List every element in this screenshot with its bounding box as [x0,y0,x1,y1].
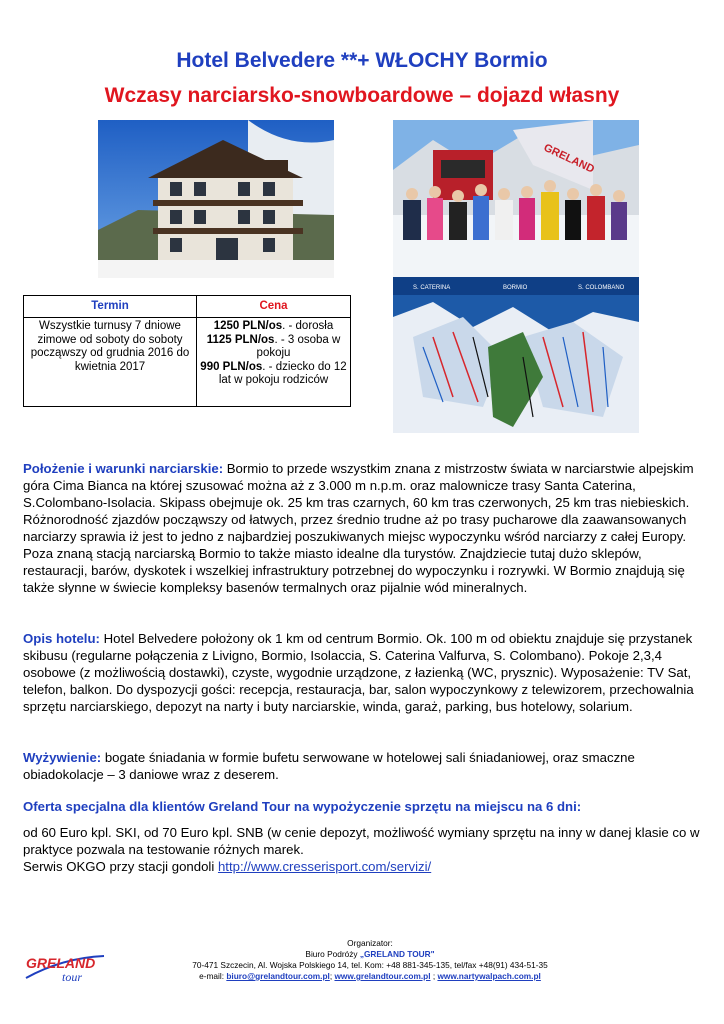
footer-organizer: Organizator: [347,938,393,948]
header-termin: Termin [24,296,197,318]
food-heading: Wyżywienie: [23,750,102,765]
footer-company: Biuro Podróży „GRELAND TOUR" [305,949,435,959]
website-link-greland[interactable]: www.grelandtour.com.pl [334,971,431,981]
greland-logo [22,948,108,986]
header-cena: Cena [197,296,351,318]
page-subtitle: Wczasy narciarsko-snowboardowe – dojazd własny [104,84,620,107]
logo-text: GRELAND [26,955,96,971]
hotel-paragraph [23,630,707,715]
offer-text: od 60 Euro kpl. SKI, od 70 Euro kpl. SNB (w cenie depozyt, możliwość wymiany sprzętu na inny w danej klasie co w praktyce pozwala na testowanie różnych marek. [23,825,700,857]
location-text: Bormio to przede wszystkim znana z mistrzostw świata w narciarstwie alpejskim góra Cima Bianca na której szusować można aż z 3.000 m n.p.m. oraz malownicze trasy Santa Caterina, S.Colombano-Isolacia. Skipass obejmuje ok. 25 km tras czarnych, 60 km tras czerwonych, 25 km tras niebieskich. Różnorodność zjazdów począwszy od łatwych, przez średnio trudne aż po trasy pucharowe dla zaawansowanych narciarzy sprawia iż jest to jedno z najbardziej poszukiwanych miejsc wypoczynku wśród narciarzy z całej Europy. Poza znaną stacją narciarską Bormio to także miasto idealne dla turystów. Znajdziecie tutaj dużo sklepów, restauracji, barów, dyskotek i wszelkiej infrastruktury potrzebnej do wypoczynku i rozrywki. W Bormio znajdują się także słynne w świecie kompleksy basenów termalnych oraz pijalnie wód mineralnych. [23,461,694,595]
skiers-photo [393,120,639,280]
price-adult: 1250 PLN/os [213,320,283,332]
footer-contacts: e-mail: biuro@grelandtour.com.pl; www.grelandtour.com.pl ; www.nartywalpach.com.pl [199,971,541,981]
price-adult-desc: . - dorosła [282,320,334,332]
hotel-text: Hotel Belvedere położony ok 1 km od centrum Bormio. Ok. 100 m od obiektu znajduje się przystanek skibusu (regularne połączenia z Livigno, Bormio, Isolaccia, S. Caterina Valfurva, S. Colombano). Pokoje 2,3,4 osobowe (z możliwością dostawki), czyste, wygodnie urządzone, z łazienką (WC, prysznic). Wyposażenie: TV Sat, telefon, balkon. Do dyspozycji gości: recepcja, restauracja, bar, salon wypoczynkowy z telewizorem, przechowalnia sprzętu narciarskiego, depozyt na narty i buty narciarskie, winda, garaż, parking, bus hotelowy, solarium. [23,631,694,714]
price-cell [197,318,351,407]
term-cell: Wszystkie turnusy 7 dniowe zimowe od soboty do soboty począwszy od grudnia 2016 do kwietnia 2017 [24,318,197,407]
map-label-caterina: S. CATERINA [413,285,451,291]
food-text: bogate śniadania w formie bufetu serwowane w hotelowej sali śniadaniowej, oraz smaczne obiadokolacje – 3 daniowe wraz z deserem. [23,750,635,782]
footer-address: 70-471 Szczecin, Al. Wojska Polskiego 14, tel. Kom: +48 881-345-135, tel/fax +48(91) 434-51-35 [192,960,548,970]
service-link[interactable]: http://www.cresserisport.com/servizi/ [217,859,432,874]
map-label-colombano: S. COLOMBANO [578,285,625,291]
email-link[interactable]: biuro@grelandtour.com.pl [226,971,330,981]
website-link-nartywalpach[interactable]: www.nartywalpach.com.pl [437,971,541,981]
price-third-person: 1125 PLN/os [206,333,275,346]
offer-paragraph [23,824,707,875]
hotel-photo [98,120,334,278]
price-child-desc: . - dziecko do 12 lat w pokoju rodziców [218,360,347,386]
food-paragraph [23,749,707,783]
page-title: Hotel Belvedere **+ WŁOCHY Bormio [176,49,548,72]
ski-map [393,277,639,433]
map-label-bormio: BORMIO [503,285,528,291]
location-paragraph [23,460,707,596]
svg-text:GRELAND: GRELAND [541,141,597,176]
price-third-person-desc: . - 3 osoba w pokoju [256,333,341,359]
price-table [23,295,351,407]
location-heading: Położenie i warunki narciarskie: [23,461,224,476]
offer-heading: Oferta specjalna dla klientów Greland Tour na wypożyczenie sprzętu na miejscu na 6 dni: [23,799,582,814]
hotel-heading: Opis hotelu: [23,631,100,646]
footer [110,938,630,982]
logo-subtext: tour [62,970,83,984]
company-name: „GRELAND TOUR" [359,949,435,959]
service-text: Serwis OKGO przy stacji gondoli [23,859,218,874]
price-child: 990 PLN/os [200,360,263,373]
